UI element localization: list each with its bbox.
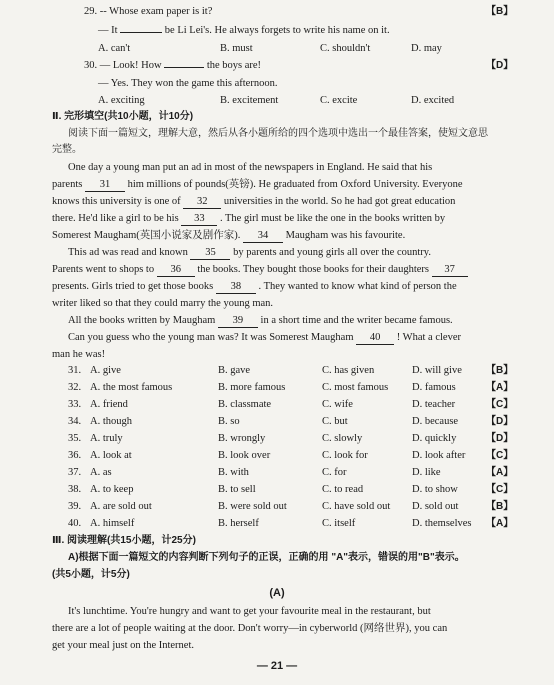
choice-number: 37. bbox=[68, 467, 82, 478]
choice-number: 31. bbox=[68, 365, 82, 376]
choice-row bbox=[0, 449, 554, 466]
q30-stem bbox=[84, 59, 261, 72]
reading-line: get your meal just on the Internet. bbox=[52, 640, 195, 651]
passage-text: in a short time and the writer became famous. bbox=[260, 315, 453, 326]
passage-text: him millions of pounds(英镑). He graduated from Oxford University. Everyone bbox=[127, 179, 463, 190]
choice-answer: 【B】 bbox=[486, 501, 514, 512]
choice-c: C. has given bbox=[322, 365, 375, 376]
choice-d: D. look after bbox=[412, 450, 466, 461]
blank-31: 31 bbox=[85, 179, 125, 192]
passage-line: One day a young man put an ad in most of the newspapers in England. He said that his bbox=[68, 162, 433, 173]
passage-line bbox=[52, 212, 445, 226]
part-a-label: (A) bbox=[269, 587, 285, 599]
choice-row bbox=[0, 517, 554, 534]
choice-a: A. as bbox=[90, 467, 112, 478]
choice-d: D. teacher bbox=[412, 399, 456, 410]
blank-32: 32 bbox=[183, 196, 221, 209]
passage-text: . The girl must be like the one in the books written by bbox=[219, 213, 446, 224]
passage-text: ! What a clever bbox=[396, 332, 461, 343]
passage-text: . They wanted to know what kind of person the bbox=[258, 281, 457, 292]
passage-line bbox=[52, 280, 457, 294]
choice-a: A. the most famous bbox=[90, 382, 173, 393]
q30-answer: 【D】 bbox=[486, 60, 514, 71]
choice-b: B. herself bbox=[218, 518, 259, 529]
choice-number: 36. bbox=[68, 450, 82, 461]
choice-row bbox=[0, 415, 554, 432]
choice-d: D. sold out bbox=[412, 501, 459, 512]
choice-row bbox=[0, 500, 554, 517]
passage-line bbox=[68, 246, 431, 260]
passage-line bbox=[68, 314, 453, 328]
choice-number: 38. bbox=[68, 484, 82, 495]
choice-number: 32. bbox=[68, 382, 82, 393]
q29-reply-end: be Li Lei's. He always forgets to write his name on it. bbox=[164, 25, 390, 36]
choice-d: D. like bbox=[412, 467, 441, 478]
choice-a: A. friend bbox=[90, 399, 128, 410]
q30-option-b: B. excitement bbox=[220, 95, 279, 106]
passage-text: universities in the world. So he had got great education bbox=[223, 196, 456, 207]
choice-b: B. so bbox=[218, 416, 240, 427]
choice-c: C. have sold out bbox=[322, 501, 391, 512]
choice-d: D. themselves bbox=[412, 518, 472, 529]
choice-answer: 【C】 bbox=[486, 399, 514, 410]
choice-a: A. though bbox=[90, 416, 132, 427]
reading-line: It's lunchtime. You're hungry and want to get your favourite meal in the restaurant, but bbox=[68, 606, 431, 617]
choice-answer: 【B】 bbox=[486, 365, 514, 376]
choice-b: B. look over bbox=[218, 450, 271, 461]
q30-option-c: C. excite bbox=[320, 95, 358, 106]
choice-row bbox=[0, 398, 554, 415]
passage-text: knows this university is one of bbox=[52, 196, 181, 207]
choice-row bbox=[0, 432, 554, 449]
choice-b: B. were sold out bbox=[218, 501, 287, 512]
reading-line: there are a lot of people waiting at the door. Don't worry—in cyberworld (网络世界), you can bbox=[52, 623, 448, 634]
q30-option-a: A. exciting bbox=[98, 95, 145, 106]
blank-33: 33 bbox=[181, 213, 217, 226]
q29-option-b: B. must bbox=[220, 43, 253, 54]
q30-reply: — Yes. They won the game this afternoon. bbox=[98, 78, 278, 89]
q29-option-d: D. may bbox=[411, 43, 442, 54]
choice-a: A. to keep bbox=[90, 484, 134, 495]
choice-number: 33. bbox=[68, 399, 82, 410]
choice-d: D. quickly bbox=[412, 433, 457, 444]
passage-text: Can you guess who the young man was? It was Somerest Maugham bbox=[68, 332, 354, 343]
passage-text: parents bbox=[52, 179, 83, 190]
choice-a: A. are sold out bbox=[90, 501, 152, 512]
choice-d: D. because bbox=[412, 416, 459, 427]
blank-37: 37 bbox=[432, 264, 468, 277]
passage-line bbox=[52, 195, 455, 209]
section3-instruction-end: (共5小题，计5分) bbox=[52, 569, 130, 580]
choice-answer: 【A】 bbox=[486, 467, 514, 478]
blank-39: 39 bbox=[218, 315, 258, 328]
choice-a: A. give bbox=[90, 365, 121, 376]
choice-row bbox=[0, 483, 554, 500]
passage-line: man he was! bbox=[52, 349, 106, 360]
passage-text: This ad was read and known bbox=[68, 247, 188, 258]
passage-text: there. He'd like a girl to be his bbox=[52, 213, 179, 224]
choice-d: D. famous bbox=[412, 382, 456, 393]
choice-answer: 【C】 bbox=[486, 484, 514, 495]
choice-row bbox=[0, 466, 554, 483]
choice-d: D. to show bbox=[412, 484, 458, 495]
q29-reply bbox=[98, 24, 390, 37]
passage-text: presents. Girls tried to get those books bbox=[52, 281, 214, 292]
choice-a: A. truly bbox=[90, 433, 123, 444]
choice-c: C. wife bbox=[322, 399, 353, 410]
choice-b: B. with bbox=[218, 467, 249, 478]
choice-c: C. most famous bbox=[322, 382, 389, 393]
passage-text: Maugham was his favourite. bbox=[285, 230, 406, 241]
blank-34: 34 bbox=[243, 230, 283, 243]
choice-number: 35. bbox=[68, 433, 82, 444]
choice-row bbox=[0, 364, 554, 381]
choice-c: C. for bbox=[322, 467, 347, 478]
passage-line bbox=[68, 331, 461, 345]
blank-35: 35 bbox=[190, 247, 230, 260]
passage-line bbox=[52, 178, 463, 192]
section3-heading: Ⅲ. 阅读理解(共15小题，计25分) bbox=[52, 535, 196, 546]
choice-number: 34. bbox=[68, 416, 82, 427]
choice-c: C. to read bbox=[322, 484, 364, 495]
choice-row bbox=[0, 381, 554, 398]
q29-stem: 29. -- Whose exam paper is it? bbox=[84, 6, 213, 17]
passage-text: the books. They bought those books for their daughters bbox=[197, 264, 429, 275]
choice-number: 40. bbox=[68, 518, 82, 529]
q29-option-a: A. can't bbox=[98, 43, 131, 54]
q29-answer: 【B】 bbox=[486, 6, 514, 17]
q30-blank bbox=[164, 67, 204, 68]
passage-text: All the books written by Maugham bbox=[68, 315, 216, 326]
passage-line bbox=[52, 263, 468, 277]
choice-answer: 【D】 bbox=[486, 433, 514, 444]
passage-text: Parents went to shops to bbox=[52, 264, 155, 275]
section2-heading: Ⅱ. 完形填空(共10小题，计10分) bbox=[52, 111, 194, 122]
page-number: — 21 — bbox=[256, 660, 298, 672]
choice-a: A. look at bbox=[90, 450, 132, 461]
choice-c: C. but bbox=[322, 416, 348, 427]
choice-b: B. classmate bbox=[218, 399, 272, 410]
choice-a: A. himself bbox=[90, 518, 135, 529]
choice-b: B. to sell bbox=[218, 484, 256, 495]
section3-instruction: A)根据下面一篇短文的内容判断下列句子的正误，正确的用 "A"表示，错误的用"B"表示。 bbox=[68, 552, 465, 563]
choice-c: C. itself bbox=[322, 518, 356, 529]
choice-b: B. wrongly bbox=[218, 433, 266, 444]
choice-answer: 【C】 bbox=[486, 450, 514, 461]
section2-instruction: 阅读下面一篇短文，理解大意，然后从各小题所给的四个选项中选出一个最佳答案，使短文意思 bbox=[68, 128, 488, 139]
q30-stem-start: 30. — Look! How bbox=[84, 60, 162, 71]
passage-text: by parents and young girls all over the country. bbox=[233, 247, 431, 258]
q30-stem-end: the boys are! bbox=[206, 60, 262, 71]
section2-instruction-end: 完整。 bbox=[52, 144, 82, 155]
blank-38: 38 bbox=[216, 281, 256, 294]
passage-line bbox=[52, 229, 405, 243]
passage-text: Somerest Maugham(英国小说家及剧作家). bbox=[52, 230, 241, 241]
q30-option-d: D. excited bbox=[411, 95, 455, 106]
q29-option-c: C. shouldn't bbox=[320, 43, 371, 54]
choice-answer: 【A】 bbox=[486, 518, 514, 529]
choice-c: C. look for bbox=[322, 450, 368, 461]
q29-blank bbox=[120, 32, 162, 33]
choice-b: B. more famous bbox=[218, 382, 286, 393]
choice-number: 39. bbox=[68, 501, 82, 512]
choice-c: C. slowly bbox=[322, 433, 363, 444]
passage-line: writer liked so that they could marry the young man. bbox=[52, 298, 274, 309]
blank-40: 40 bbox=[356, 332, 394, 345]
choice-answer: 【A】 bbox=[486, 382, 514, 393]
choice-answer: 【D】 bbox=[486, 416, 514, 427]
choice-d: D. will give bbox=[412, 365, 462, 376]
q29-reply-start: — It bbox=[98, 25, 118, 36]
blank-36: 36 bbox=[157, 264, 195, 277]
choice-b: B. gave bbox=[218, 365, 251, 376]
